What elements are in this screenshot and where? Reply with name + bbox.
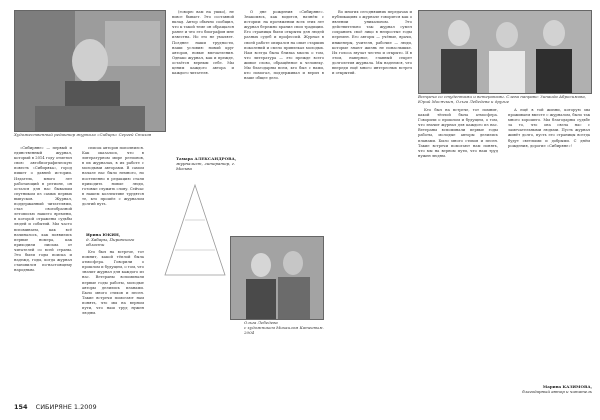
column-2-text: список авторов пополнился. Как оказалось, что в литературном мире регионов, в их журналах, в их работе с молодыми авторами. В самом начале нас было немного, но постепенно в редакцию стали приходить новые люди, готовые служить слову. Сейчас в нашем коллективе трудятся те, кто прошёл с журналом долгий путь. <box>82 146 144 207</box>
column-3 <box>172 10 234 150</box>
magazine-title: СИБИРЯНЕ 1.2009 <box>35 403 97 411</box>
column-6 <box>418 108 498 396</box>
group-photo-image <box>419 11 591 93</box>
signature-3-name: Марина КАЗИМОВА, <box>542 384 592 389</box>
signature-2-role: журналист, литератор, г. Москва <box>176 161 235 171</box>
decorative-sketch-icon <box>160 180 230 280</box>
column-5 <box>332 10 412 396</box>
lebedeva-photo <box>230 236 324 320</box>
signature-2-name: Тамара АЛЕКСАНДРОВА, <box>176 156 237 161</box>
column-1 <box>14 146 72 396</box>
column-4 <box>244 10 324 232</box>
group-photo <box>418 10 592 94</box>
editor-photo <box>14 10 166 132</box>
photo2-caption: Ольга Лебедева с художником Михаилом Катеевым. 2004 <box>244 320 324 335</box>
column-7 <box>508 108 590 378</box>
signature-1-name: Ирина ЮКИН, <box>86 232 121 237</box>
editor-photo-image <box>15 11 165 131</box>
lebedeva-photo-image <box>231 237 323 319</box>
signature-3 <box>510 384 592 394</box>
column-2b <box>82 250 144 396</box>
column-2 <box>82 146 144 230</box>
photo1-caption: Художественный редактор журнала «Сибирь» Сергей Стихов <box>14 132 152 137</box>
signature-1-role: д. Хабары, Пировского области <box>86 237 135 247</box>
signature-3-role: благодарный автор и читатель <box>522 389 592 394</box>
signature-1 <box>86 232 148 247</box>
column-2b-text: Кто был на встрече, тот помнит, какой тёплой была атмосфера. Говорили о прошлом и будущем, о том, что значит журнал для каждого из нас. Ветераны вспоминали первые годы работы, молодые авторы делились планами. Было много стихов и песен. Такие встречи помогают нам понять, что мы на верном пути, что наш труд нужен людям. <box>82 250 144 316</box>
signature-2 <box>176 156 238 171</box>
column-5-text: Во многих сегодняшних передачах и публикациях о журнале говорится как о явлении уникальном. Это действительно так: журнал сумел сохранить своё лицо в непростые годы перемен. Его авторы — учёные, врачи, инженеры, учителя, рабочие — люди, которые знают жизнь не понаслышке. Их голоса звучат честно и открыто. И в этом, наверное, главный секрет долголетия журнала. Мы надеемся, что впереди ещё много интересных встреч и открытий. <box>332 10 412 76</box>
column-7-text: А ещё в той жизни, которую мы проживаем вместе с журналом, было так много хорошего. Мы благодарны судьбе за то, что она свела нас с замечательными людьми. Пусть журнал живёт долго, пусть его страницы всегда будут светлыми и добрыми. С днём рождения, дорогие «Сибиряне»! <box>508 108 590 148</box>
column-6-text: Кто был на встрече, тот помнит, какой тёплой была атмосфера. Говорили о прошлом и будущем, о том, что значит журнал для каждого из нас. Ветераны вспоминали первые годы работы, молодые авторы делились планами. Было много стихов и песен. Такие встречи помогают нам понять, что мы на верном пути, что наш труд нужен людям. <box>418 108 498 158</box>
column-4-text: О дне рождения «Сибиряне». Знакомясь, как водится, начнём с истории: на протяжении всех этих лет журнал бережно хранил свои традиции. Его страницы были открыты для людей разных судеб и профессий. Журнал в своей работе опирался на опыт старших поколений и смело привлекал молодых. Нам всегда была близка мысль о том, что литература — это прежде всего живое слово, обращённое к человеку. Мы благодарны всем, кто был с нами, кто помогал, поддерживал и верил в наше общее дело. <box>244 10 324 81</box>
column-3-text: (говорю вам на ушко), не вовсе бывает. Это составной вклад. Автор обычно сообщил, что к такой теме он обращался ранее и что его биография мне известна. Но это не умаляет. Позднее наши трудности, наши условия: новый круг авторов, новые впечатления. Однако журнал, как и прежде, остаётся верным себе. Мы ценим каждого автора и каждого читателя. <box>172 10 234 76</box>
page-number: 154 <box>14 403 28 411</box>
photo3-caption: Встреча со студентами и ветеранами. Слева направо: Зинаида Абросимова, Юрий Мосячкин, Ольга Лебедева и другие <box>418 94 586 104</box>
column-1-text: «Сибиряне» — первый и единственный журнал, который в 2014 году отметил свою автобиографическую повесть «Сибиряка», город пишет о давней истории. Издатель, много лет работающий в регионе, он остался для нас бывалым спутником из самых первых выпусков. Журнал, поддержанный читателями, стал своеобразной летописью нашего времени, в которой отражены судьбы людей и событий. Мы часто вспоминаем, как всё начиналось, как появились первые номера, как приходили письма от читателей со всей страны. Это были годы поиска и надежд, годы, когда журнал становился по-настоящему народным. <box>14 146 72 273</box>
page-footer <box>14 403 97 411</box>
